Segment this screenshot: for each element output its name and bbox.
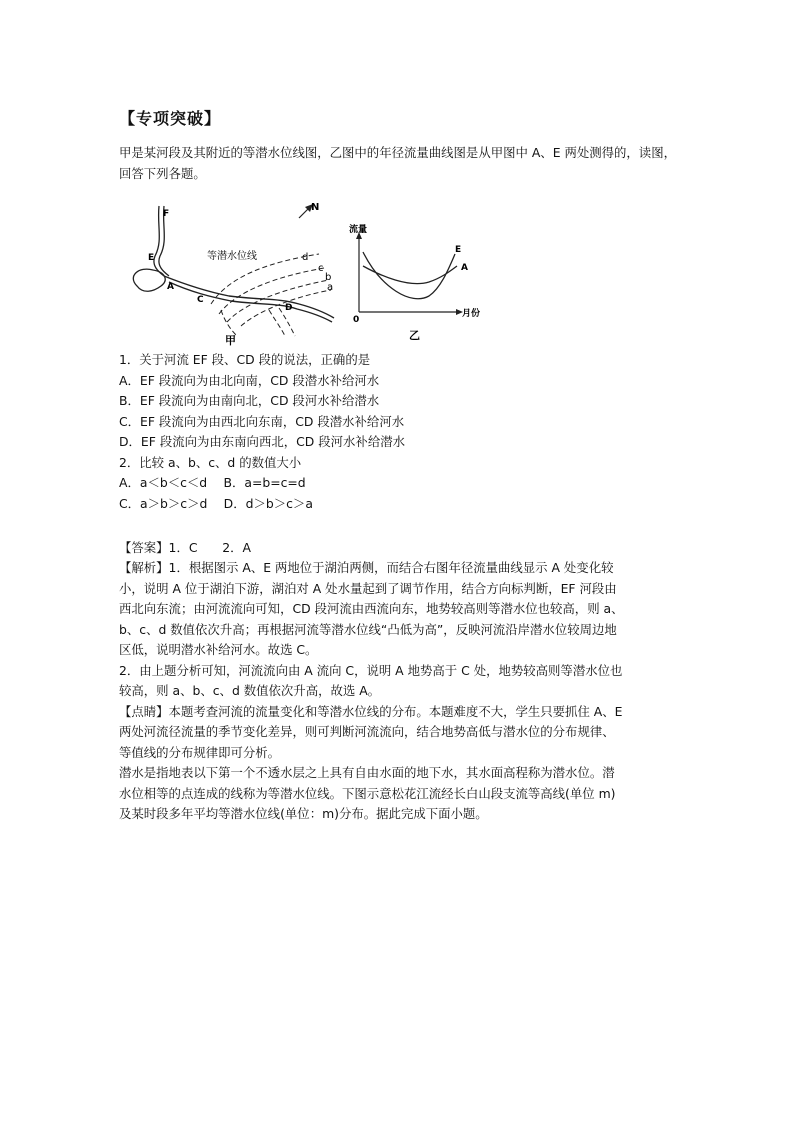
- north-label: N: [311, 202, 320, 213]
- analysis-line: 西北向东流；由河流流向可知，CD 段河流由西流向东，地势较高则等潜水位也较高，则 a、: [119, 601, 624, 616]
- caption-yi: 乙: [409, 329, 420, 342]
- analysis-line: 小，说明 A 位于湖泊下游，湖泊对 A 处水量起到了调节作用，结合方向标判断，EF 河段由: [119, 580, 617, 596]
- series-label-e: E: [455, 245, 462, 255]
- series-label-a: A: [461, 263, 468, 273]
- chart-origin: 0: [353, 315, 360, 325]
- chart-ylabel: 流量: [349, 225, 368, 235]
- figure-svg: [119, 196, 499, 346]
- chart-xlabel: 月份: [462, 309, 481, 319]
- label-f: F: [163, 209, 170, 219]
- q1-option-d: D．EF 段流向为由东南向西北，CD 段河水补给潜水: [119, 434, 405, 449]
- contour-label-d: d: [302, 252, 309, 263]
- curve-e: [363, 252, 455, 299]
- contour-label-a: a: [327, 282, 334, 293]
- contour-b: [227, 280, 329, 322]
- section-heading: 【专项突破】: [119, 109, 222, 128]
- tip-line: 等值线的分布规律即可分析。: [119, 744, 281, 760]
- intro-paragraph: 甲是某河段及其附近的等潜水位线图，乙图中的年径流量曲线图是从甲图中 A、E 两处测得的，读图，回答下列各题。: [119, 145, 676, 181]
- caption-jia: 甲: [225, 334, 236, 346]
- questions-block: [119, 350, 405, 514]
- q1-option-b: B．EF 段流向为由南向北，CD 段河水补给潜水: [119, 393, 380, 408]
- label-c: C: [197, 295, 204, 305]
- answer-block: [119, 538, 251, 559]
- north-arrow-icon: [299, 202, 319, 218]
- contour-label-b: b: [325, 272, 332, 283]
- analysis-block: [119, 558, 624, 825]
- analysis-line: b、c、d 数值依次升高；再根据河流等潜水位线“凸低为高”，反映河流沿岸潜水位较周边地: [119, 621, 617, 637]
- tip-line: 两处河流径流量的季节变化差异，则可判断河流流向，结合地势高低与潜水位的分布规律、: [119, 724, 615, 739]
- chart-yi: [349, 223, 480, 342]
- label-d-point: D: [285, 303, 293, 313]
- next-intro-line: 水位相等的点连成的线称为等潜水位线。下图示意松花江流经长白山段支流等高线(单位 m): [119, 785, 616, 801]
- question-1: 1．关于河流 EF 段、CD 段的说法，正确的是: [119, 352, 371, 367]
- q2-options-ab: A．a＜b＜c＜d B．a=b=c=d: [119, 475, 306, 490]
- question-2: 2．比较 a、b、c、d 的数值大小: [119, 454, 302, 470]
- label-e: E: [148, 253, 155, 263]
- label-a: A: [167, 282, 174, 292]
- next-intro-line: 潜水是指地表以下第一个不透水层之上具有自由水面的地下水，其水面高程称为潜水位。潜: [119, 765, 615, 780]
- lake: [133, 269, 165, 291]
- analysis-line: 较高，则 a、b、c、d 数值依次升高，故选 A。: [119, 683, 381, 698]
- tip-line: 【点睛】本题考查河流的流量变化和等潜水位线的分布。本题难度不大，学生只要抓住 A、E: [119, 703, 623, 719]
- q2-options-cd: C．a＞b＞c＞d D．d＞b＞c＞a: [119, 495, 313, 511]
- contour-label-c: c: [318, 263, 324, 274]
- analysis-line: 区低，说明潜水补给河水。故选 C。: [119, 642, 318, 657]
- analysis-line: 【解析】1．根据图示 A、E 两地位于湖泊两侧，而结合右图年径流量曲线显示 A 处变化较: [119, 560, 614, 575]
- legend-contour: 等潜水位线: [207, 251, 257, 262]
- q1-option-c: C．EF 段流向为由西北向东南，CD 段潜水补给河水: [119, 413, 405, 429]
- next-intro-line: 及某时段多年平均等潜水位线(单位：m)分布。据此完成下面小题。: [119, 806, 488, 821]
- answer-line: 【答案】1．C 2．A: [119, 540, 252, 555]
- figure-map-and-chart: [119, 196, 499, 346]
- analysis-line: 2．由上题分析可知，河流流向由 A 流向 C，说明 A 地势高于 C 处，地势较高则等潜水位也: [119, 662, 623, 678]
- q1-option-a: A．EF 段流向为由北向南，CD 段潜水补给河水: [119, 372, 380, 388]
